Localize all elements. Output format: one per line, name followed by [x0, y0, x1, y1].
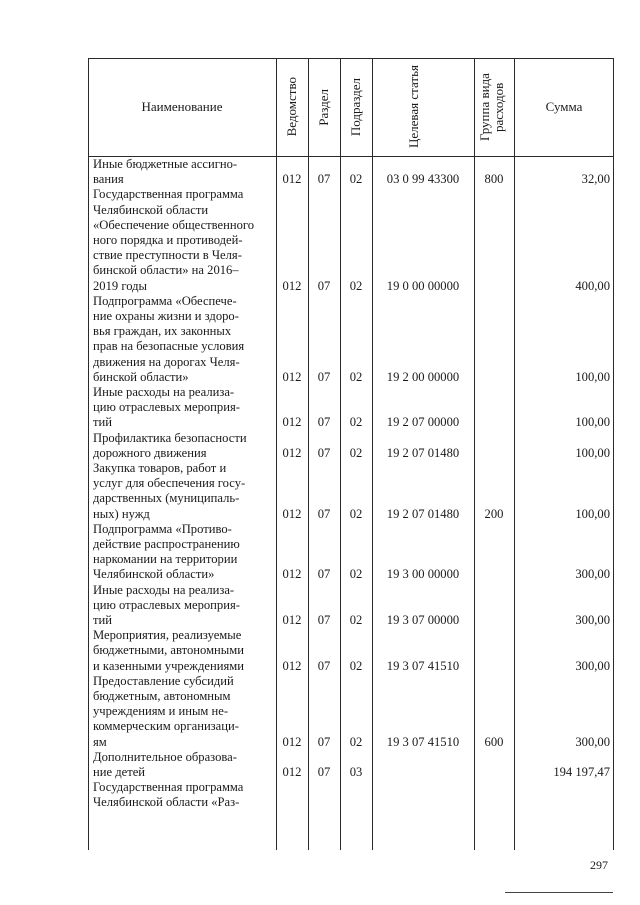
table-row	[88, 187, 614, 293]
col-border-2	[308, 58, 309, 850]
row-name-line: Закупка товаров, работ и	[93, 461, 227, 475]
row-sum: 300,00	[575, 734, 610, 749]
row-section: 07	[317, 658, 331, 673]
footer-rule	[505, 892, 613, 893]
row-name-line: Челябинской области	[93, 202, 209, 217]
row-target: 19 3 07 41510	[386, 734, 460, 749]
row-dept: 012	[282, 278, 302, 293]
row-subsection: 02	[349, 415, 363, 430]
col-border-7	[613, 58, 614, 850]
row-name	[93, 522, 271, 583]
row-name-line: Подпрограмма «Обеспече-	[93, 293, 237, 308]
row-name-line: и казенными учреждениями	[93, 658, 244, 673]
row-name-line: дорожного движения	[93, 445, 207, 460]
row-name-line: бинской области» на 2016–	[93, 263, 239, 278]
row-subsection: 02	[349, 734, 363, 749]
row-dept: 012	[282, 567, 302, 582]
row-section: 07	[317, 369, 331, 384]
table-row	[88, 628, 614, 674]
table-row	[88, 385, 614, 431]
row-section: 07	[317, 612, 331, 627]
row-name-line: цию отраслевых мероприя-	[93, 597, 240, 612]
row-name	[93, 628, 271, 674]
row-sum: 400,00	[575, 278, 610, 293]
header-bottom-border	[88, 156, 614, 157]
row-name-line: ние детей	[93, 765, 146, 779]
row-name-line: Государственная программа	[93, 187, 244, 202]
row-group: 800	[484, 172, 504, 187]
row-name	[93, 294, 271, 385]
row-name	[93, 674, 271, 750]
row-subsection: 02	[349, 612, 363, 627]
row-name-line: услуг для обеспечения госу-	[93, 476, 246, 491]
row-target: 19 2 07 00000	[386, 415, 460, 430]
row-name-line: ствие преступности в Челя-	[93, 248, 242, 263]
col-border-0	[88, 58, 89, 850]
row-name-line: Иные расходы на реализа-	[93, 582, 235, 597]
row-name-line: «Обеспечение общественного	[93, 217, 255, 232]
row-section: 07	[317, 415, 331, 430]
row-subsection: 02	[349, 567, 363, 582]
table-row	[88, 780, 614, 810]
row-dept: 012	[282, 369, 302, 384]
row-dept: 012	[282, 612, 302, 627]
row-section: 07	[317, 445, 331, 460]
row-sum: 300,00	[575, 567, 610, 582]
row-target: 03 0 99 43300	[386, 172, 460, 187]
row-name-line: прав на безопасные условия	[93, 339, 245, 354]
row-sum: 100,00	[575, 445, 610, 460]
row-name-line: дарственных (муниципаль-	[93, 491, 240, 506]
header-group-label: Группа вида расходов	[477, 73, 506, 141]
row-name-line: Мероприятия, реализуемые	[93, 628, 242, 643]
row-name-line: бюджетным, автономным	[93, 689, 231, 703]
row-name-line: 2019 годы	[93, 278, 147, 293]
row-sum: 100,00	[575, 415, 610, 430]
table-row	[88, 461, 614, 522]
row-dept: 012	[282, 445, 302, 460]
header-subsection	[340, 58, 372, 156]
page-number: 297	[590, 858, 608, 872]
row-name	[93, 583, 271, 629]
row-section: 07	[317, 506, 331, 521]
row-name	[93, 157, 271, 187]
row-section: 07	[317, 278, 331, 293]
row-target: 19 3 07 41510	[386, 658, 460, 673]
row-subsection: 02	[349, 172, 363, 187]
header-name	[88, 58, 276, 156]
row-target: 19 2 00 00000	[386, 369, 460, 384]
row-name-line: действие распространению	[93, 537, 240, 551]
row-section: 07	[317, 172, 331, 187]
header-section	[308, 58, 340, 156]
row-section: 07	[317, 567, 331, 582]
row-name-line: Челябинской области «Раз-	[93, 795, 240, 810]
header-group	[474, 58, 514, 156]
row-target: 19 2 07 01480	[386, 506, 460, 521]
row-sum: 300,00	[575, 612, 610, 627]
row-name	[93, 187, 271, 293]
row-dept: 012	[282, 172, 302, 187]
header-dept	[276, 58, 308, 156]
col-border-3	[340, 58, 341, 850]
row-dept: 012	[282, 506, 302, 521]
row-sum: 32,00	[581, 172, 610, 187]
row-name	[93, 750, 271, 780]
row-group: 200	[484, 506, 504, 521]
row-dept: 012	[282, 734, 302, 749]
row-target: 19 0 00 00000	[386, 278, 460, 293]
table-row	[88, 294, 614, 385]
budget-table	[88, 58, 614, 850]
col-border-4	[372, 58, 373, 850]
row-name-line: бинской области»	[93, 369, 189, 384]
row-sum: 100,00	[575, 506, 610, 521]
row-target: 19 3 07 00000	[386, 612, 460, 627]
row-subsection: 02	[349, 658, 363, 673]
row-name-line: учреждениям и иным не-	[93, 704, 229, 719]
row-dept: 012	[282, 658, 302, 673]
row-name-line: ного порядка и противодей-	[93, 233, 243, 247]
row-section: 07	[317, 734, 331, 749]
row-name-line: коммерческим организаци-	[93, 719, 239, 734]
row-name-line: Дополнительное образова-	[93, 749, 237, 764]
row-name-line: Иные расходы на реализа-	[93, 385, 235, 399]
row-name-line: Государственная программа	[93, 780, 244, 795]
row-name-line: Челябинской области»	[93, 567, 215, 582]
header-subsection-label: Подраздел	[348, 77, 363, 137]
row-name-line: движения на дорогах Челя-	[93, 354, 240, 369]
row-subsection: 02	[349, 445, 363, 460]
table-row	[88, 583, 614, 629]
header-sum-label: Сумма	[545, 99, 583, 114]
row-dept: 012	[282, 764, 302, 779]
table-row	[88, 750, 614, 780]
header-dept-label: Ведомство	[284, 77, 299, 137]
row-group: 600	[484, 734, 504, 749]
row-subsection: 02	[349, 506, 363, 521]
row-section: 07	[317, 764, 331, 779]
table-row	[88, 522, 614, 583]
row-name-line: Профилактика безопасности	[93, 430, 247, 445]
row-name-line: Предоставление субсидий	[93, 673, 234, 688]
row-subsection: 02	[349, 369, 363, 384]
table-row	[88, 674, 614, 750]
row-dept: 012	[282, 415, 302, 430]
header-sum	[514, 58, 614, 156]
row-target: 19 3 00 00000	[386, 567, 460, 582]
table-row	[88, 157, 614, 187]
table-top-border	[88, 58, 614, 59]
row-name	[93, 780, 271, 810]
header-target-label: Целевая статья	[406, 65, 421, 149]
row-name-line: бюджетными, автономными	[93, 643, 244, 658]
row-name-line: вания	[93, 172, 124, 187]
row-sum: 300,00	[575, 658, 610, 673]
col-border-6	[514, 58, 515, 850]
row-subsection: 02	[349, 278, 363, 293]
row-sum: 194 197,47	[553, 764, 610, 779]
row-name-line: ние охраны жизни и здоро-	[93, 309, 239, 323]
header-section-label: Раздел	[316, 88, 331, 126]
row-subsection: 03	[349, 764, 363, 779]
col-border-1	[276, 58, 277, 850]
header-name-label: Наименование	[141, 99, 223, 114]
row-sum: 100,00	[575, 369, 610, 384]
col-border-5	[474, 58, 475, 850]
row-name-line: наркомании на территории	[93, 552, 238, 567]
row-name-line: ям	[93, 734, 107, 749]
header-target	[372, 58, 474, 156]
row-name-line: цию отраслевых мероприя-	[93, 400, 240, 415]
row-name-line: вья граждан, их законных	[93, 324, 232, 339]
row-name-line: тий	[93, 415, 112, 430]
row-name-line: ных) нужд	[93, 506, 150, 521]
row-name-line: Подпрограмма «Противо-	[93, 521, 232, 536]
row-name-line: тий	[93, 613, 112, 627]
row-name	[93, 385, 271, 431]
row-name	[93, 431, 271, 461]
table-row	[88, 431, 614, 461]
row-name	[93, 461, 271, 522]
row-target: 19 2 07 01480	[386, 445, 460, 460]
row-name-line: Иные бюджетные ассигно-	[93, 157, 238, 171]
